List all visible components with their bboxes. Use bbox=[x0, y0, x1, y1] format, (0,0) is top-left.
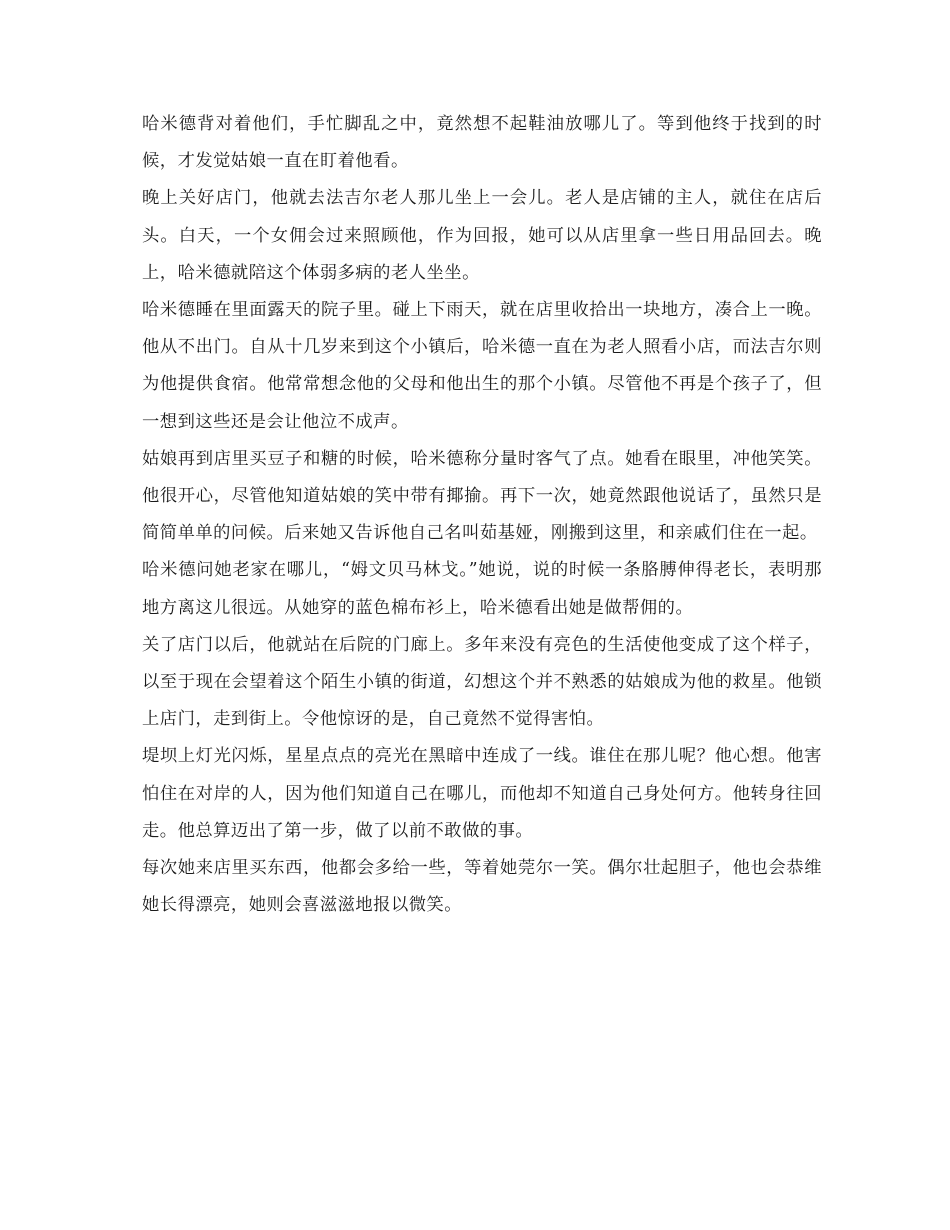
paragraph: 哈米德睡在里面露天的院子里。碰上下雨天，就在店里收拾出一块地方，凑合上一晚。他从不出门。自从十几岁来到这个小镇后，哈米德一直在为老人照看小店，而法吉尔则为他提供食宿。他常常想念他的父母和他出生的那个小镇。尽管他不再是个孩子了，但一想到这些还是会让他泣不成声。 bbox=[142, 300, 822, 432]
paragraph: 晚上关好店门，他就去法吉尔老人那儿坐上一会儿。老人是店铺的主人，就住在店后头。白天，一个女佣会过来照顾他，作为回报，她可以从店里拿一些日用品回去。晚上，哈米德就陪这个体弱多病的老人坐坐。 bbox=[142, 188, 822, 283]
paragraph: 哈米德问她老家在哪儿，“姆文贝马林戈。”她说，说的时候一条胳膊伸得老长，表明那地方离这儿很远。从她穿的蓝色棉布衫上，哈米德看出她是做帮佣的。 bbox=[142, 560, 822, 618]
paragraph: 堤坝上灯光闪烁，星星点点的亮光在黑暗中连成了一线。谁住在那儿呢？他心想。他害怕住在对岸的人，因为他们知道自己在哪儿，而他却不知道自己身处何方。他转身往回走。他总算迈出了第一步，做了以前不敢做的事。 bbox=[142, 746, 822, 841]
document-body bbox=[142, 106, 822, 924]
paragraph: 姑娘再到店里买豆子和糖的时候，哈米德称分量时客气了点。她看在眼里，冲他笑笑。他很开心，尽管他知道姑娘的笑中带有揶揄。再下一次，她竟然跟他说话了，虽然只是简简单单的问候。后来她又告诉他自己名叫茹基娅，刚搬到这里，和亲戚们住在一起。 bbox=[142, 448, 822, 544]
paragraph: 关了店门以后，他就站在后院的门廊上。多年来没有亮色的生活使他变成了这个样子，以至于现在会望着这个陌生小镇的街道，幻想这个并不熟悉的姑娘成为他的救星。他锁上店门，走到街上。令他惊讶的是，自己竟然不觉得害怕。 bbox=[142, 634, 822, 730]
paragraph: 每次她来店里买东西，他都会多给一些，等着她莞尔一笑。偶尔壮起胆子，他也会恭维她长得漂亮，她则会喜滋滋地报以微笑。 bbox=[142, 858, 822, 916]
paragraph: 哈米德背对着他们，手忙脚乱之中，竟然想不起鞋油放哪儿了。等到他终于找到的时候，才发觉姑娘一直在盯着他看。 bbox=[142, 114, 822, 172]
